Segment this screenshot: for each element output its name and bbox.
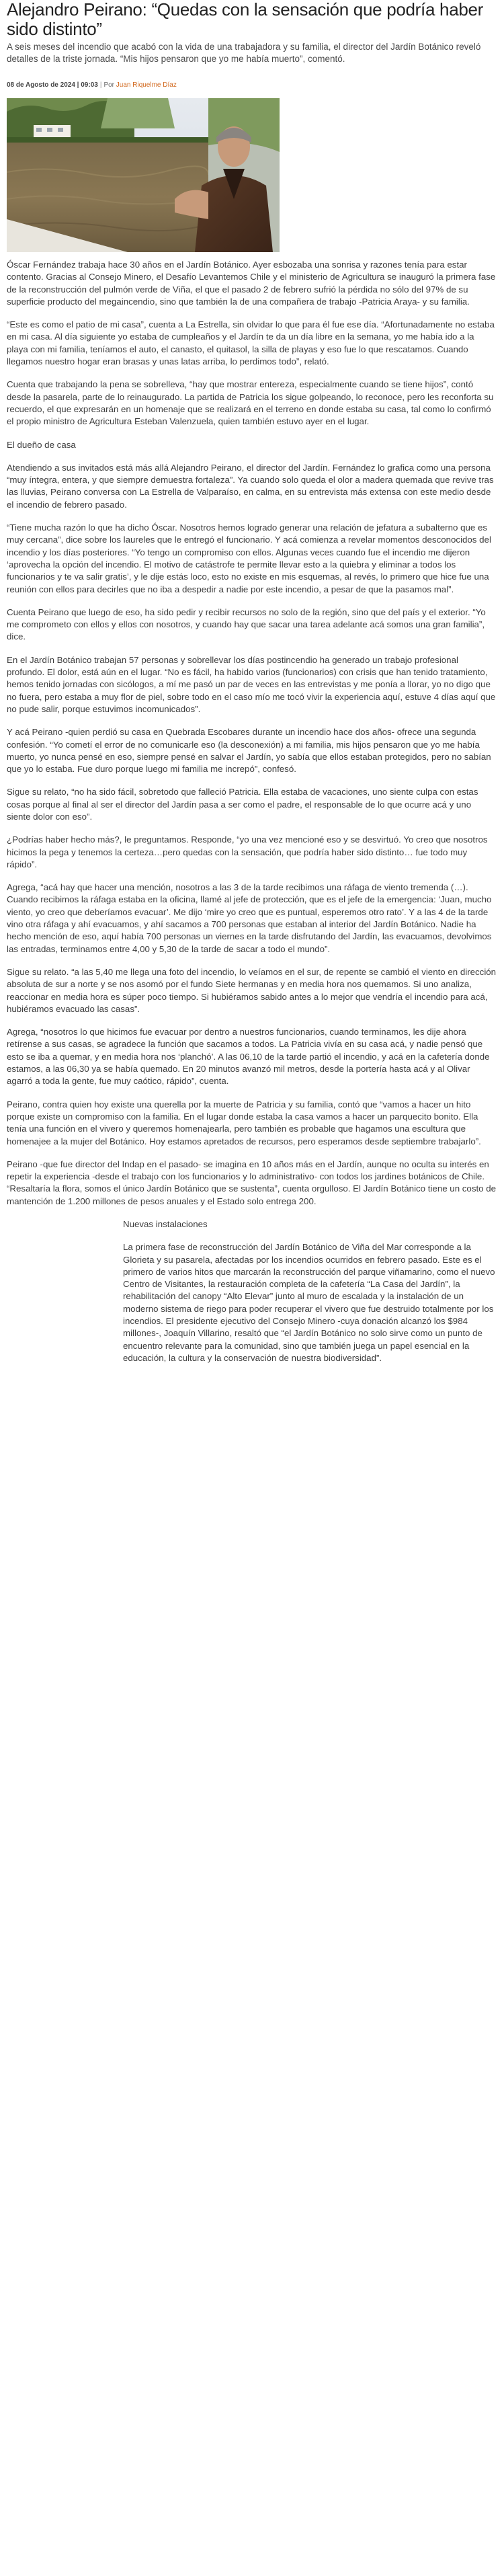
- paragraph: Cuenta Peirano que luego de eso, ha sido pedir y recibir recursos no solo de la región, sino que del país y el exterior. “Yo me comprometo con ellos y ellos con nosotros, y cuando hay que sacar una tarea adelante acá somos una gran familia”, dice.: [7, 607, 486, 642]
- by-label: Por: [103, 81, 114, 89]
- paragraph: Sigue su relato. “a las 5,40 me llega una foto del incendio, lo veíamos en el sur, de repente se cambió el viento en dirección absoluta de sur a norte y se nos asomó por el fundo Siete hermanas y en media hora nos quemamos. Si uno analiza, reaccionar en media hora es súper poco tiempo. Si hubiéramos sabido antes a lo mejor que vendría el incendio para acá, hubiéramos evacuado las casas”.: [7, 966, 497, 1014]
- paragraph: Atendiendo a sus invitados está más allá Alejandro Peirano, el director del Jardín. Fernández lo grafica como una persona “muy íntegra, entera, y que siempre demuestra fortaleza”. Ya cuando solo queda el olor a madera quemada que revive tras las lluvias, Peirano conversa con La Estrella de Valparaíso, en calma, en su entrevista más extensa con este medio desde el incendio de febrero pasado.: [7, 462, 494, 510]
- image-placeholder: [7, 1218, 123, 1404]
- article-body: [7, 259, 497, 1364]
- paragraph: Y acá Peirano -quien perdió su casa en Quebrada Escobares durante un incendio hace dos años- ofrece una segunda confesión. “Yo cometí el error de no comunicarle eso (la desconexión) a mi familia, mis hijos pensaron que yo me había muerto, yo nunca pensé en eso, siempre pensé en salvar el Jardín, yo sabía que ellos estaban protegidos, pero no sabían que yo lo estaba. Fue duro porque luego mi familia me increpó”, confesó.: [7, 727, 491, 775]
- paragraph: La primera fase de reconstrucción del Jardín Botánico de Viña del Mar corresponde a la Glorieta y su pasarela, afectadas por los incendios ocurridos en febrero pasado. Este es el primero de varios hitos que marcarán la reconstrucción del parque viñamarino, como el nuevo Centro de Visitantes, la restauración completa de la cafetería “La Casa del Jardín”, la rehabilitación del canopy “Alto Elevar” junto al muro de escalada y la instalación de un moderno sistema de riego para poder recuperar el vivero que fue destruido totalmente por los incendios. El presidente ejecutivo del Consejo Minero -cuya donación alcanzó los $984 millones-, Joaquín Villarino, resaltó que “el Jardín Botánico no solo sirve como un punto de encuentro relevante para la comunidad, sino que también juega un papel esencial en la educación, la cultura y la conservación de nuestra biodiversidad”.: [123, 1242, 495, 1363]
- paragraph: Sigue su relato, “no ha sido fácil, sobretodo que falleció Patricia. Ella estaba de vacaciones, uno siente culpa con estas cosas porque al final al ser el director del Jardín pasa a ser como el padre, el responsable de lo que ocurre acá y uno siente dolor con eso”.: [7, 787, 478, 822]
- article-date: 08 de Agosto de 2024 | 09:03: [7, 81, 98, 89]
- paragraph: “Tiene mucha razón lo que ha dicho Óscar. Nosotros hemos logrado generar una relación de jefatura a subalterno que es muy cercana”, dice sobre los laureles que le entregó el funcionario. Y acá comienza a revelar momentos desconocidos del incendio y los días posteriores. “Yo tengo un compromiso con ellos. Algunas veces cuando fue el incendio me dijeron ‘aprovecha la opción del incendio. El motivo de catástrofe te permite llevar esto a la quiebra y eliminar a todos los funcionarios y te va salir gratis’, y le dije estás loco, esto no existe en mis esquemas, al revés, lo primero que hice fue una reunión con ellos para decirles que no iba a despedir a nadie por este incendio, a pesar de que la pasamos mal”.: [7, 522, 491, 594]
- paragraph: ¿Podrías haber hecho más?, le preguntamos. Responde, “yo una vez mencioné eso y se desvirtuó. Yo creo que nosotros hicimos la pega y tenemos la certeza…pero quedas con la sensación, que podría haber sido distinto… fue todo muy rápido”.: [7, 834, 488, 869]
- section-subhead: El dueño de casa: [7, 439, 76, 450]
- article-lead: A seis meses del incendio que acabó con la vida de una trabajadora y su familia, el director del Jardín Botánico reveló detalles de la triste jornada. “Mis hijos pensaron que yo me había muerto”, comentó.: [7, 42, 481, 64]
- meta-separator: |: [99, 81, 102, 89]
- article-title: Alejandro Peirano: “Quedas con la sensación que podría haber sido distinto”: [7, 0, 484, 39]
- paragraph: En el Jardín Botánico trabajan 57 personas y sobrellevar los días postincendio ha generado un trabajo profesional profundo. El dolor, está aún en el lugar. “No es fácil, ha habido varios (funcionarios) con crisis que han tenido tratamiento, hemos tenido jornadas con sicólogos, a mí me pasó un par de veces en las entrevistas y me ponía a llorar, yo no digo que no fuera, pero estaba a muy flor de piel, sobre todo en el caso mío me tocó vivir la experiencia aquí, estuve 4 días aquí que no pude salir, porque estuvimos incomunicados”.: [7, 654, 496, 714]
- paragraph: Peirano, contra quien hoy existe una querella por la muerte de Patricia y su familia, contó que “vamos a hacer un hito porque existe un compromiso con la familia. En el lugar donde estaba la casa vamos a hacer un parquecito bonito. Ella tenía una función en el vivero y queremos homenajearla, pero también es probable que hagamos una escultura que homenajee a la mujer del Botánico. Hoy estamos apretados de recursos, pero esperamos desde septiembre trabajarlo”.: [7, 1099, 481, 1146]
- section-subhead: Nuevas instalaciones: [123, 1219, 208, 1229]
- author-link[interactable]: Juan Riquelme Díaz: [116, 81, 177, 89]
- photo-man-by-lake-icon: [7, 98, 280, 252]
- paragraph: Óscar Fernández trabaja hace 30 años en el Jardín Botánico. Ayer esbozaba una sonrisa y razones tenía para estar contento. Gracias al Consejo Minero, el Desafío Levantemos Chile y el ministerio de Agricultura se inauguró la primera fase de la reconstrucción del pulmón verde de Viña, el que el pasado 2 de febrero sufrió la pérdida no sólo del 97% de su superficie producto del megaincendio, sino que también la de una compañera de trabajo -Patricia Araya- y su familia.: [7, 260, 496, 307]
- article-photo: [7, 98, 280, 252]
- paragraph: Agrega, “nosotros lo que hicimos fue evacuar por dentro a nuestros funcionarios, cuando terminamos, les dije ahora retírense a sus casas, se agradece la función que sacamos a todos. La Patricia vivía en su casa acá, y nadie pensó que esto se iba a quemar, y en media hora nos ‘planchó’. A las 06,10 de la tarde partió el incendio, y acá en la cafetería donde estamos, a las 06,30 ya se había quemado. En 20 minutos avanzó mil metros, desde la portería hasta acá y al Olivar agarró a toda la gente, fue muy caótico, rápido”, cuenta.: [7, 1027, 490, 1087]
- paragraph: Agrega, “acá hay que hacer una mención, nosotros a las 3 de la tarde recibimos una ráfaga de viento tremenda (…). Cuando recibimos la ráfaga estaba en la oficina, llamé al jefe de protección, que es el jefe de la emergencia: ‘Juan, mucho viento, yo creo que deberíamos evacuar’. Me dijo ‘mire yo creo que es puntual, esperemos otro rato’. Y a las 4 de la tarde vino otra ráfaga y ahí evacuamos, y ahí sacamos a 700 personas que estaban al interior del Jardín Botánico. Nadie ha hecho mención de eso, aquí había 700 personas un viernes en la tarde disfrutando del Jardín, las evacuamos, devolvimos las entradas, terminamos entre 4,00 y 5,30 de la tarde de sacar a todo el mundo”.: [7, 882, 492, 954]
- paragraph: Cuenta que trabajando la pena se sobrelleva, “hay que mostrar entereza, especialmente cuando se tiene hijos”, contó desde la pasarela, parte de lo reinaugurado. La partida de Patricia los sigue golpeando, lo reconoce, pero les reconforta su recuerdo, el que expresarán en un homenaje que se realizará en el terreno en donde estaba su casa, tal como lo confirmó el propio ministro de Agricultura Esteban Valenzuela, quien también estuvo ayer en el lugar.: [7, 379, 494, 427]
- article-meta: [7, 81, 497, 89]
- paragraph: Peirano -que fue director del Indap en el pasado- se imagina en 10 años más en el Jardín, aunque no oculta su interés en repetir la experiencia -desde el trabajo con los funcionarios y lo administrativo- con todos los jardines botánicos de Chile. “Resaltaría la flora, somos el único Jardín Botánico que se sustenta”, cuenta orgulloso. El Jardín Botánico tiene un costo de mantención de 1.200 millones de pesos anuales y el Estado solo entrega 200.: [7, 1159, 497, 1206]
- paragraph: “Este es como el patio de mi casa”, cuenta a La Estrella, sin olvidar lo que para él fue ese día. “Afortunadamente no estaba en mi casa. Al día siguiente yo estaba de cumpleaños y el Jardín te da un día libre en la semana, yo me había ido a la playa con mi familia, teníamos el auto, el canasto, el quitasol, la silla de playas y eso fue lo que rescatamos. Cuando llegamos nuestro hogar eran brasas y unas latas arriba, lo perdimos todo”, relató.: [7, 319, 495, 367]
- nuevas-instalaciones-block: [7, 1218, 497, 1364]
